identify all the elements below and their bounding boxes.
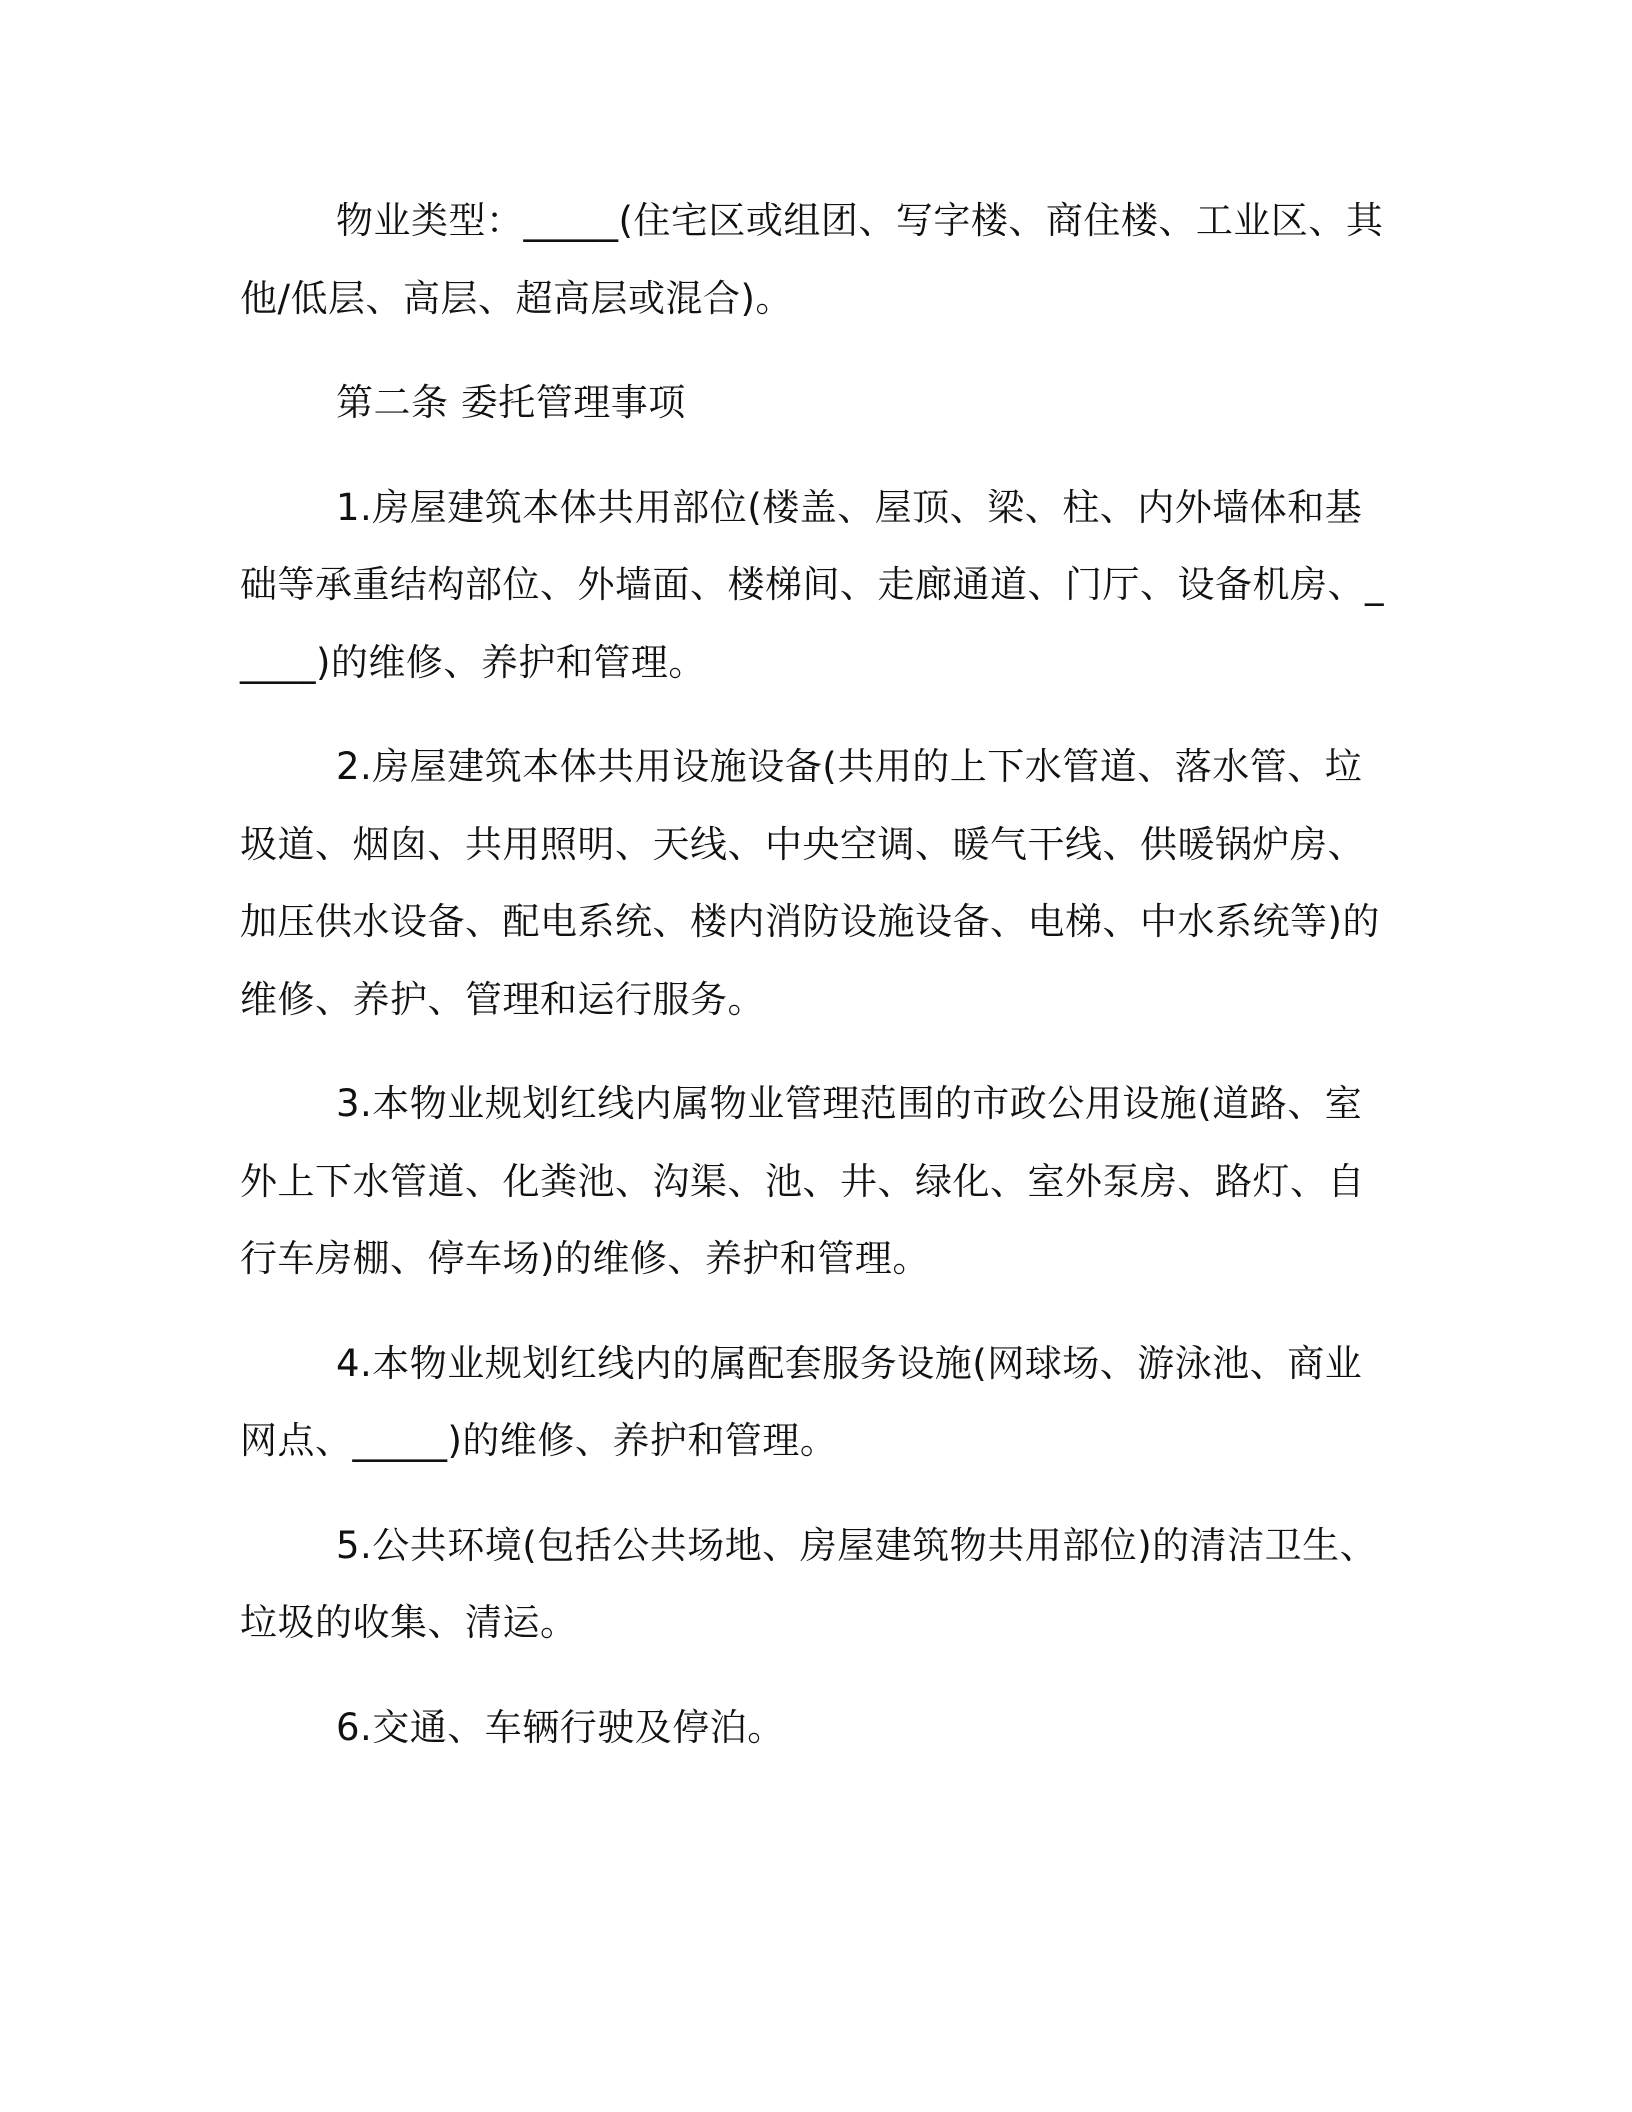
property-type-paragraph: 物业类型：_____(住宅区或组团、写字楼、商住楼、工业区、其他/低层、高层、超高层或混合)。 bbox=[240, 199, 1384, 320]
clause-5-paragraph: 5.公共环境(包括公共场地、房屋建筑物共用部位)的清洁卫生、垃圾的收集、清运。 bbox=[240, 1523, 1378, 1644]
document-body bbox=[240, 182, 1390, 1793]
clause-2-paragraph: 2.房屋建筑本体共用设施设备(共用的上下水管道、落水管、垃圾道、烟囱、共用照明、天线、中央空调、暖气干线、供暖锅炉房、加压供水设备、配电系统、楼内消防设施设备、电梯、中水系统等)的维修、养护、管理和运行服务。 bbox=[240, 745, 1380, 1021]
clause-6-paragraph: 6.交通、车辆行驶及停泊。 bbox=[336, 1705, 785, 1749]
clause-3-paragraph: 3.本物业规划红线内属物业管理范围的市政公用设施(道路、室外上下水管道、化粪池、沟渠、池、井、绿化、室外泵房、路灯、自行车房棚、停车场)的维修、养护和管理。 bbox=[240, 1082, 1365, 1280]
article-heading: 第二条 委托管理事项 bbox=[336, 381, 686, 424]
clause-1-paragraph: 1.房屋建筑本体共用部位(楼盖、屋顶、梁、柱、内外墙体和基础等承重结构部位、外墙面、楼梯间、走廊通道、门厅、设备机房、_____)的维修、养护和管理。 bbox=[240, 485, 1384, 684]
clause-4-paragraph: 4.本物业规划红线内的属配套服务设施(网球场、游泳池、商业网点、_____)的维修、养护和管理。 bbox=[240, 1341, 1363, 1462]
